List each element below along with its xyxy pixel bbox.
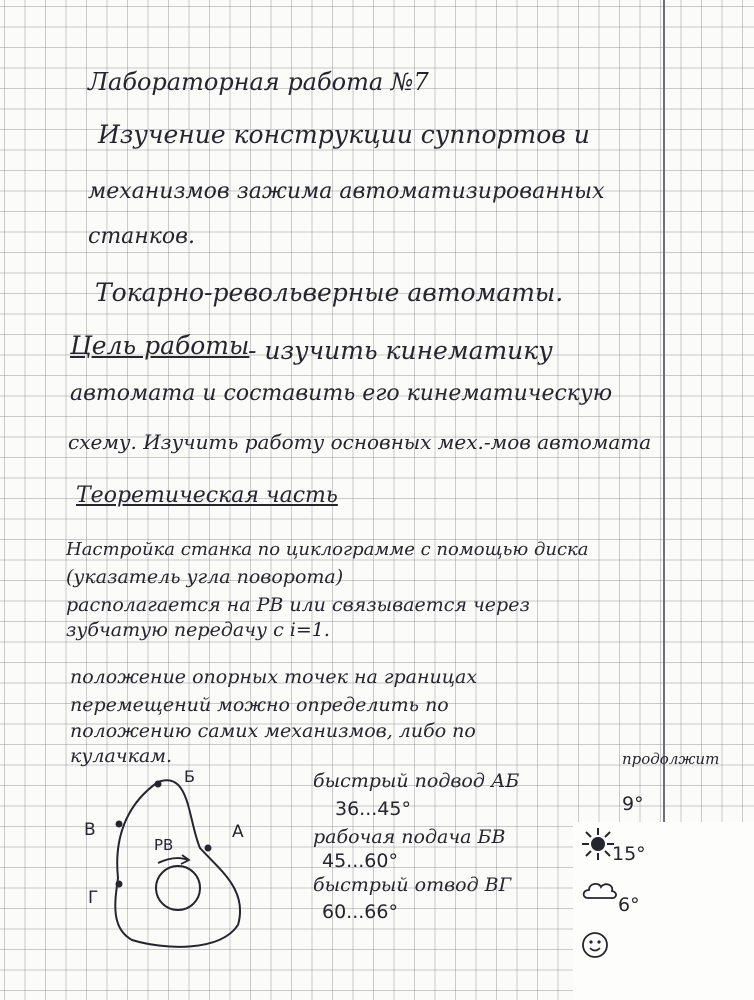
label-v: В xyxy=(84,820,96,840)
subtitle-line-2: механизмов зажима автоматизированных xyxy=(88,179,605,204)
motion-1-name: быстрый подвод АБ xyxy=(313,770,520,792)
motion-3-duration: 6° xyxy=(618,894,640,916)
theory-line-2: (указатель угла поворота) xyxy=(66,566,344,588)
sun-sketch-icon xyxy=(580,826,616,862)
motion-1-duration: 9° xyxy=(622,793,644,815)
motion-2-range: 45...60° xyxy=(322,850,398,872)
motion-3-name: быстрый отвод ВГ xyxy=(313,874,512,896)
theory-line-3: располагается на РВ или связывается через xyxy=(66,594,530,616)
goal-label: Цель работы xyxy=(70,331,250,360)
label-g: Г xyxy=(88,888,99,908)
para2-line-1: положение опорных точек на границах xyxy=(70,666,478,688)
theory-line-1: Настройка станка по циклограмме с помощью диска xyxy=(66,539,589,560)
point-b-dot xyxy=(155,781,162,788)
goal-line-1: - изучить кинематику xyxy=(248,336,553,365)
subtitle-line-3: станков. xyxy=(88,224,195,249)
motion-1-range: 36...45° xyxy=(335,798,411,820)
duration-header: продолжит xyxy=(622,750,720,768)
point-g-dot xyxy=(116,881,123,888)
page-title: Лабораторная работа №7 xyxy=(88,68,429,96)
point-a-dot xyxy=(205,845,212,852)
cloud-sketch-icon xyxy=(582,880,618,902)
motion-2-name: рабочая подача БВ xyxy=(313,826,506,848)
motion-2-duration: 15° xyxy=(612,843,646,865)
cam-profile-outline xyxy=(115,780,240,947)
theory-line-4: зубчатую передачу с i=1. xyxy=(66,619,330,641)
para2-line-3: положению самих механизмов, либо по xyxy=(70,720,476,742)
cam-disc-diagram xyxy=(70,760,260,960)
label-center-rv: РВ xyxy=(154,836,174,854)
goal-line-3: схему. Изучить работу основных мех.-мов автомата xyxy=(68,430,652,454)
goal-line-2: автомата и составить его кинематическую xyxy=(70,381,613,406)
topic-line: Токарно-револьверные автоматы. xyxy=(95,278,564,307)
smiley-face-icon xyxy=(580,930,610,960)
label-a: А xyxy=(232,822,244,842)
label-b: Б xyxy=(184,767,195,786)
point-v-dot xyxy=(116,821,123,828)
para2-line-4: кулачкам. xyxy=(70,745,173,767)
theory-heading: Теоретическая часть xyxy=(76,483,338,508)
subtitle-line-1: Изучение конструкции суппортов и xyxy=(98,120,590,149)
motion-3-range: 60...66° xyxy=(322,901,398,923)
para2-line-2: перемещений можно определить по xyxy=(70,694,449,716)
shaft-circle xyxy=(156,866,200,910)
